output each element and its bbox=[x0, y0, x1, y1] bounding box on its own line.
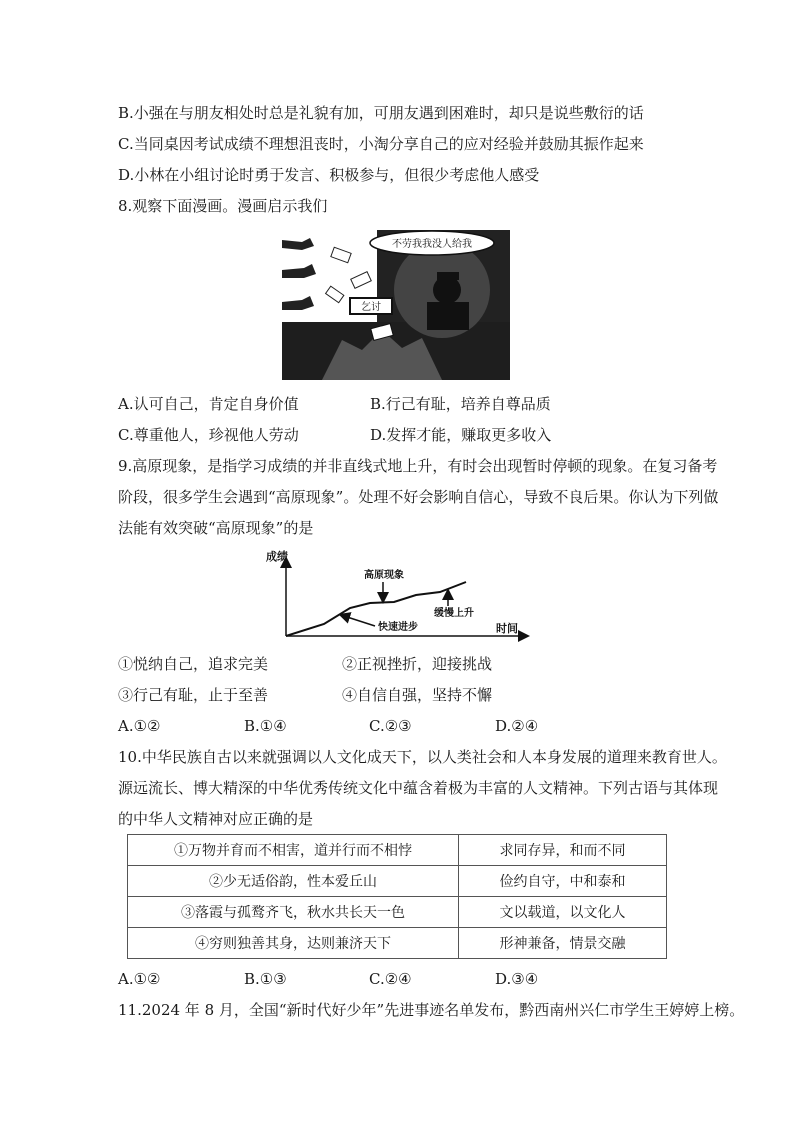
graph-label-slow: 缓慢上升 bbox=[434, 608, 474, 619]
q10-choice-b: B.①③ bbox=[244, 970, 287, 988]
q8-stem: 8.观察下面漫画。漫画启示我们 bbox=[118, 197, 328, 215]
q8-option-b: B.行己有耻，培养自尊品质 bbox=[370, 395, 551, 413]
q7-option-b: B.小强在与朋友相处时总是礼貌有加，可朋友遇到困难时，却只是说些敷衍的话 bbox=[118, 104, 644, 122]
q10-choice-c: C.②④ bbox=[369, 970, 412, 988]
q10-choice-a: A.①② bbox=[118, 970, 161, 988]
table-cell-spirit: 俭约自守，中和泰和 bbox=[459, 866, 667, 897]
q9-choice-a: A.①② bbox=[118, 717, 161, 735]
q9-item-1: ①悦纳自己，追求完美 bbox=[118, 655, 269, 673]
q9-stem-line-2: 阶段，很多学生会遇到“高原现象”。处理不好会影响自信心，导致不良后果。你认为下列做 bbox=[118, 488, 719, 506]
table-cell-quote: ④穷则独善其身，达则兼济天下 bbox=[128, 928, 459, 959]
q9-item-2: ②正视挫折，迎接挑战 bbox=[342, 655, 493, 673]
graph-y-label: 成绩 bbox=[266, 550, 288, 563]
q8-option-a: A.认可自己，肯定自身价值 bbox=[118, 395, 299, 413]
cartoon-box-text: 乞讨 bbox=[361, 302, 381, 313]
table-cell-spirit: 求同存异，和而不同 bbox=[459, 835, 667, 866]
q10-stem-line-2: 源远流长、博大精深的中华优秀传统文化中蕴含着极为丰富的人文精神。下列古语与其体现 bbox=[118, 779, 719, 797]
q10-stem-line-3: 的中华人文精神对应正确的是 bbox=[118, 810, 314, 828]
table-cell-spirit: 文以载道，以文化人 bbox=[459, 897, 667, 928]
table-cell-spirit: 形神兼备，情景交融 bbox=[459, 928, 667, 959]
q8-option-d: D.发挥才能，赚取更多收入 bbox=[370, 426, 552, 444]
q9-choice-b: B.①④ bbox=[244, 717, 287, 735]
cartoon-image bbox=[282, 230, 510, 380]
q9-choice-d: D.②④ bbox=[495, 717, 539, 735]
cartoon-bubble-text: 不劳我我没人给我 bbox=[392, 239, 472, 250]
q7-option-c: C.当同桌因考试成绩不理想沮丧时，小淘分享自己的应对经验并鼓励其振作起来 bbox=[118, 135, 644, 153]
q9-item-4: ④自信自强，坚持不懈 bbox=[342, 686, 493, 704]
q9-stem-line-1: 9.高原现象，是指学习成绩的并非直线式地上升，有时会出现暂时停顿的现象。在复习备考 bbox=[118, 457, 718, 475]
q7-option-d: D.小林在小组讨论时勇于发言、积极参与，但很少考虑他人感受 bbox=[118, 166, 540, 184]
table-row bbox=[128, 866, 667, 897]
q9-choice-c: C.②③ bbox=[369, 717, 412, 735]
table-row bbox=[128, 928, 667, 959]
q9-item-3: ③行己有耻，止于至善 bbox=[118, 686, 269, 704]
q9-stem-line-3: 法能有效突破“高原现象”的是 bbox=[118, 519, 314, 537]
plateau-graph bbox=[262, 548, 534, 646]
graph-label-fast: 快速进步 bbox=[378, 622, 418, 633]
q10-choice-d: D.③④ bbox=[495, 970, 539, 988]
graph-label-plateau: 高原现象 bbox=[364, 570, 404, 581]
q8-option-c: C.尊重他人，珍视他人劳动 bbox=[118, 426, 299, 444]
table-cell-quote: ②少无适俗韵，性本爱丘山 bbox=[128, 866, 459, 897]
graph-x-label: 时间 bbox=[496, 622, 518, 635]
q10-stem-line-1: 10.中华民族自古以来就强调以人文化成天下，以人类社会和人本身发展的道理来教育世人。 bbox=[118, 748, 727, 766]
table-cell-quote: ①万物并育而不相害，道并行而不相悖 bbox=[128, 835, 459, 866]
table-row bbox=[128, 897, 667, 928]
table-row bbox=[128, 835, 667, 866]
table-cell-quote: ③落霞与孤鹜齐飞，秋水共长天一色 bbox=[128, 897, 459, 928]
q11-stem-line-1: 11.2024 年 8 月，全国“新时代好少年”先进事迹名单发布，黔西南州兴仁市学生王婷婷上榜。 bbox=[118, 1001, 745, 1019]
q10-table bbox=[127, 834, 667, 959]
